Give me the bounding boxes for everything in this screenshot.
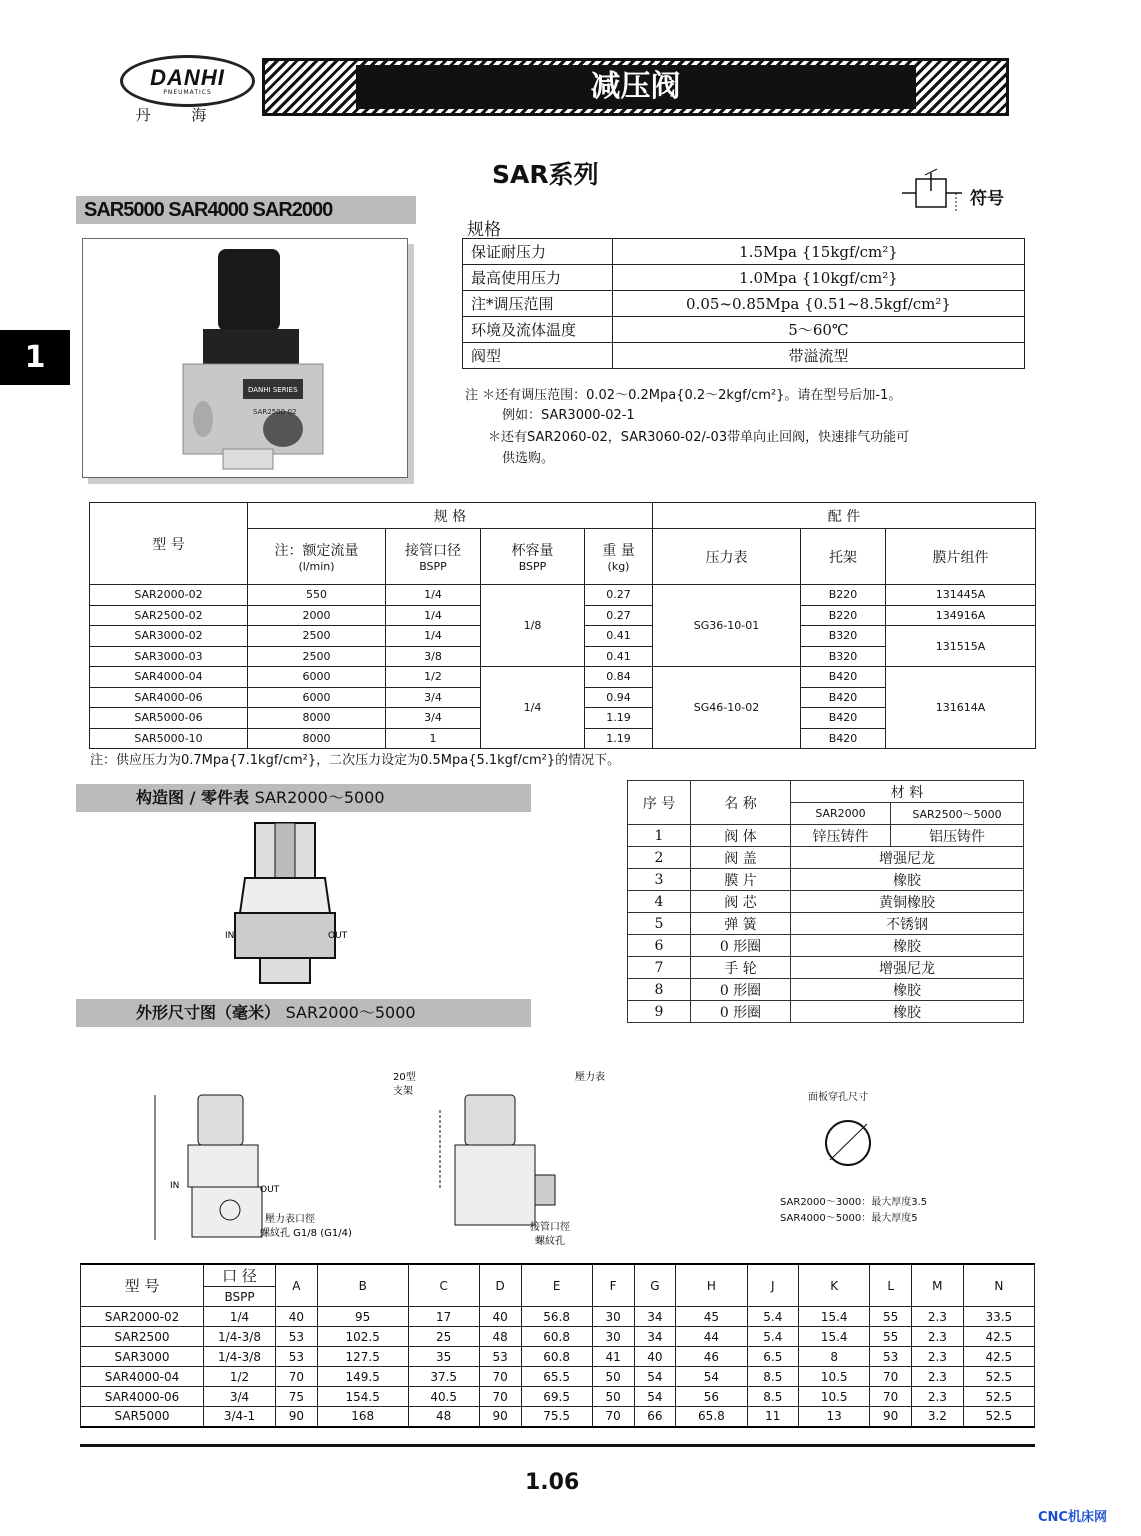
table-cell: 40 [276, 1307, 318, 1327]
structure-diagram-icon [220, 818, 360, 988]
cell-port: 1/4 [386, 585, 481, 606]
table-cell: 90 [276, 1407, 318, 1427]
cell-port: 3/8 [386, 646, 481, 667]
cell-bracket: B220 [801, 585, 886, 606]
table-cell: 2.3 [912, 1347, 964, 1367]
cell-no: 5 [628, 913, 691, 935]
table-cell: 53 [479, 1347, 521, 1367]
out-label: OUT [328, 931, 348, 941]
header-no: 序 号 [628, 781, 691, 825]
cell-model: SAR4000-06 [90, 687, 248, 708]
spec-label: 保证耐压力 [463, 239, 613, 265]
table-row [463, 239, 1025, 265]
cell-model: SAR3000-03 [90, 646, 248, 667]
table-cell: 50 [592, 1387, 634, 1407]
title-banner [262, 58, 1009, 116]
cell-name: 膜 片 [691, 869, 791, 891]
header-col: E [521, 1264, 592, 1307]
cell-name: 弹 簧 [691, 913, 791, 935]
table-cell: 3/4-1 [204, 1407, 276, 1427]
cell-bracket: B420 [801, 687, 886, 708]
side-tab: 1 [0, 330, 70, 385]
header-col: N [963, 1264, 1034, 1307]
header-weight: 重 量 [602, 543, 635, 559]
cell-diaphragm: 131515A [886, 626, 1036, 667]
cell-weight: 1.19 [585, 728, 653, 749]
table-cell: 75 [276, 1387, 318, 1407]
table-cell: 5.4 [747, 1307, 799, 1327]
table-row [628, 979, 1024, 1001]
cell-material: 铝压铸件 [891, 825, 1024, 847]
table-cell: 66 [634, 1407, 676, 1427]
header-col: H [676, 1264, 747, 1307]
table-cell: 50 [592, 1367, 634, 1387]
table-cell: 53 [870, 1347, 912, 1367]
table-cell: 56.8 [521, 1307, 592, 1327]
spec-label: 最高使用压力 [463, 265, 613, 291]
table-row [81, 1264, 1035, 1287]
table-cell: 75.5 [521, 1407, 592, 1427]
cell-flow: 2500 [248, 646, 386, 667]
cell-bracket: B420 [801, 728, 886, 749]
header-parts: 配 件 [653, 503, 1036, 529]
side-view-drawing-icon [390, 1050, 630, 1250]
models-bar: SAR5000 SAR4000 SAR2000 [76, 196, 416, 224]
section-structure [76, 784, 531, 812]
table-cell: 35 [408, 1347, 479, 1367]
note-2: 例如：SAR3000-02-1 [502, 408, 635, 423]
cell-weight: 0.94 [585, 687, 653, 708]
table-row [81, 1387, 1035, 1407]
cell-no: 4 [628, 891, 691, 913]
table-cell: SAR3000 [81, 1347, 204, 1367]
section-dimensions [76, 999, 531, 1027]
thickness-note-2: SAR4000～5000：最大厚度5 [780, 1213, 918, 1224]
table-cell: 69.5 [521, 1387, 592, 1407]
panel-label: 面板穿孔尺寸 [808, 1092, 868, 1103]
table-row [628, 869, 1024, 891]
header-port-unit: BSPP [419, 560, 447, 573]
cell-bracket: B420 [801, 667, 886, 688]
header-col: D [479, 1264, 521, 1307]
table-cell: 168 [317, 1407, 408, 1427]
table-row [81, 1407, 1035, 1427]
spec-value: 0.05~0.85Mpa {0.51~8.5kgf/cm²} [613, 291, 1025, 317]
cell-no: 7 [628, 957, 691, 979]
table-row [81, 1307, 1035, 1327]
cell-flow: 8000 [248, 728, 386, 749]
header-col: G [634, 1264, 676, 1307]
logo-cn: 丹 海 [135, 106, 225, 124]
table-cell: 40 [634, 1347, 676, 1367]
table-row [628, 913, 1024, 935]
table-cell: 52.5 [963, 1367, 1034, 1387]
table-cell: 1/2 [204, 1367, 276, 1387]
cell-model: SAR5000-10 [90, 728, 248, 749]
header-m1: SAR2000 [791, 803, 891, 825]
header-name: 名 称 [691, 781, 791, 825]
header-cup-unit: BSPP [518, 560, 547, 573]
spec-value: 带溢流型 [613, 343, 1025, 369]
cell-flow: 8000 [248, 708, 386, 729]
note-4: 供选购。 [502, 451, 555, 466]
parts-table [627, 780, 1024, 1023]
cell-bracket: B320 [801, 646, 886, 667]
note-3: ＊还有SAR2060-02，SAR3060-02/-03带单向止回阀，快速排气功能可 [488, 430, 910, 445]
table-cell: 154.5 [317, 1387, 408, 1407]
cell-gauge: SG46-10-02 [653, 667, 801, 749]
cell-cup: 1/4 [481, 667, 585, 749]
section-title: 外形尺寸图（毫米） [136, 1003, 281, 1022]
table-cell: 42.5 [963, 1327, 1034, 1347]
cell-weight: 0.27 [585, 585, 653, 606]
note-1: 注 ＊还有调压范围：0.02～0.2Mpa{0.2～2kgf/cm²}。请在型号后加-1。 [465, 388, 902, 403]
table-cell: 41 [592, 1347, 634, 1367]
table-row [628, 825, 1024, 847]
cell-flow: 550 [248, 585, 386, 606]
table-cell: 95 [317, 1307, 408, 1327]
table-row [81, 1327, 1035, 1347]
table-cell: 65.5 [521, 1367, 592, 1387]
table-cell: 70 [870, 1367, 912, 1387]
cell-name: 手 轮 [691, 957, 791, 979]
header-port: 口 径 [204, 1264, 276, 1287]
table-cell: 8.5 [747, 1367, 799, 1387]
gauge-label: 壓力表 [575, 1072, 605, 1083]
table-row [628, 1001, 1024, 1023]
spec-table [462, 238, 1025, 369]
in-label: IN [170, 1181, 180, 1191]
cell-no: 9 [628, 1001, 691, 1023]
table-row [628, 781, 1024, 803]
cell-model: SAR2500-02 [90, 605, 248, 626]
table-cell: SAR4000-04 [81, 1367, 204, 1387]
cell-material: 不锈钢 [791, 913, 1024, 935]
table-cell: 90 [479, 1407, 521, 1427]
header-col: B [317, 1264, 408, 1307]
table-row [463, 317, 1025, 343]
header-material: 材 料 [791, 781, 1024, 803]
cell-port: 1/2 [386, 667, 481, 688]
table-cell: 52.5 [963, 1387, 1034, 1407]
model-table [89, 502, 1036, 749]
header-port-unit: BSPP [204, 1287, 276, 1307]
table-cell: 55 [870, 1327, 912, 1347]
table-cell: 48 [408, 1407, 479, 1427]
table-row [81, 1347, 1035, 1367]
product-photo [82, 238, 408, 478]
cell-bracket: B320 [801, 626, 886, 647]
table-cell: 55 [870, 1307, 912, 1327]
symbol-label: 符号 [970, 189, 1004, 209]
table-cell: 40.5 [408, 1387, 479, 1407]
cell-no: 2 [628, 847, 691, 869]
cell-no: 1 [628, 825, 691, 847]
table-cell: 102.5 [317, 1327, 408, 1347]
cell-material: 橡胶 [791, 979, 1024, 1001]
table-cell: 70 [592, 1407, 634, 1427]
cell-flow: 2500 [248, 626, 386, 647]
header-bracket: 托架 [801, 529, 886, 585]
cell-port: 3/4 [386, 687, 481, 708]
table-cell: 15.4 [799, 1327, 870, 1347]
table-cell: SAR2000-02 [81, 1307, 204, 1327]
table-cell: 54 [634, 1387, 676, 1407]
out-label: OUT [260, 1185, 280, 1195]
table-cell: 40 [479, 1307, 521, 1327]
table-cell: 10.5 [799, 1387, 870, 1407]
table-row [628, 891, 1024, 913]
table-cell: 46 [676, 1347, 747, 1367]
cell-port: 1 [386, 728, 481, 749]
table-cell: 53 [276, 1347, 318, 1367]
table-cell: 60.8 [521, 1347, 592, 1367]
cell-flow: 6000 [248, 667, 386, 688]
cell-no: 8 [628, 979, 691, 1001]
table-cell: 45 [676, 1307, 747, 1327]
thread-label: 螺紋孔 G1/8 (G1/4) [260, 1228, 352, 1239]
gauge-port-label: 壓力表口徑 [265, 1214, 315, 1225]
spec-value: 5～60℃ [613, 317, 1025, 343]
table-row [628, 957, 1024, 979]
cell-diaphragm: 131614A [886, 667, 1036, 749]
table-cell: SAR5000 [81, 1407, 204, 1427]
header-col: M [912, 1264, 964, 1307]
table-cell: SAR4000-06 [81, 1387, 204, 1407]
table-cell: 42.5 [963, 1347, 1034, 1367]
cell-name: 阀 盖 [691, 847, 791, 869]
pipe-thread-label: 螺紋孔 [535, 1236, 565, 1247]
cell-name: 阀 芯 [691, 891, 791, 913]
cell-model: SAR2000-02 [90, 585, 248, 606]
cell-weight: 1.19 [585, 708, 653, 729]
table-cell: 54 [634, 1367, 676, 1387]
in-label: IN [225, 931, 235, 941]
table-cell: 10.5 [799, 1367, 870, 1387]
logo-sub: PNEUMATICS [163, 88, 212, 96]
cell-flow: 2000 [248, 605, 386, 626]
table-cell: 54 [676, 1367, 747, 1387]
table-cell: 30 [592, 1307, 634, 1327]
table-cell: 52.5 [963, 1407, 1034, 1427]
cell-weight: 0.27 [585, 605, 653, 626]
spec-value: 1.5Mpa {15kgf/cm²} [613, 239, 1025, 265]
spec-label: 注*调压范围 [463, 291, 613, 317]
cell-name: 0 形圈 [691, 1001, 791, 1023]
header-col: F [592, 1264, 634, 1307]
cell-material: 橡胶 [791, 935, 1024, 957]
header-col: J [747, 1264, 799, 1307]
bracket-label-2: 支架 [393, 1086, 413, 1097]
table-cell: 8 [799, 1347, 870, 1367]
header-port: 接管口径 [405, 543, 461, 559]
table-cell: 2.3 [912, 1387, 964, 1407]
table-cell: 25 [408, 1327, 479, 1347]
cell-bracket: B220 [801, 605, 886, 626]
cell-weight: 0.41 [585, 646, 653, 667]
cell-diaphragm: 134916A [886, 605, 1036, 626]
spec-label: 环境及流体温度 [463, 317, 613, 343]
header-flow-unit: (l/min) [298, 560, 335, 573]
table-cell: 44 [676, 1327, 747, 1347]
spec-heading: 规格 [467, 220, 501, 240]
logo-text: DANHI [150, 64, 225, 90]
table-cell: 2.3 [912, 1367, 964, 1387]
cell-diaphragm: 131445A [886, 585, 1036, 606]
spec-value: 1.0Mpa {10kgf/cm²} [613, 265, 1025, 291]
dimension-table [80, 1263, 1035, 1428]
table-row [628, 847, 1024, 869]
cell-port: 1/4 [386, 605, 481, 626]
header-col: L [870, 1264, 912, 1307]
cell-name: 0 形圈 [691, 979, 791, 1001]
cell-name: 0 形圈 [691, 935, 791, 957]
section-range: SAR2000～5000 [254, 788, 385, 807]
table-cell: 1/4-3/8 [204, 1327, 276, 1347]
table-row [463, 265, 1025, 291]
table-cell: 37.5 [408, 1367, 479, 1387]
table-cell: 13 [799, 1407, 870, 1427]
panel-hole-icon [815, 1110, 885, 1180]
section-range: SAR2000～5000 [285, 1003, 416, 1022]
photo-brand: DANHI SERIES [248, 386, 298, 394]
cell-port: 1/4 [386, 626, 481, 647]
table-cell: 127.5 [317, 1347, 408, 1367]
cell-no: 6 [628, 935, 691, 957]
cell-cup: 1/8 [481, 585, 585, 667]
front-view-drawing-icon [140, 1040, 352, 1250]
header-col: K [799, 1264, 870, 1307]
table-cell: 90 [870, 1407, 912, 1427]
cell-material: 增强尼龙 [791, 957, 1024, 979]
table-row [90, 585, 1036, 606]
watermark: CNC机床网 [1038, 1510, 1107, 1525]
header-model: 型 号 [90, 503, 248, 585]
header-cup: 杯容量 [511, 543, 554, 559]
regulator-image-icon [83, 239, 409, 479]
table-row [628, 935, 1024, 957]
cell-material: 橡胶 [791, 869, 1024, 891]
table-cell: 65.8 [676, 1407, 747, 1427]
cell-material: 橡胶 [791, 1001, 1024, 1023]
cell-flow: 6000 [248, 687, 386, 708]
cell-no: 3 [628, 869, 691, 891]
danhi-logo [120, 55, 255, 107]
table-cell: 34 [634, 1327, 676, 1347]
page-number: 1.06 [525, 1470, 580, 1495]
bracket-label: 20型 [393, 1072, 416, 1083]
header-weight-unit: (kg) [607, 560, 630, 573]
table-cell: 60.8 [521, 1327, 592, 1347]
cell-name: 阀 体 [691, 825, 791, 847]
regulator-symbol-icon [900, 165, 970, 215]
cell-bracket: B420 [801, 708, 886, 729]
cell-model: SAR5000-06 [90, 708, 248, 729]
table-cell: 53 [276, 1327, 318, 1347]
cell-material: 黄铜橡胶 [791, 891, 1024, 913]
cell-weight: 0.41 [585, 626, 653, 647]
table-cell: 5.4 [747, 1327, 799, 1347]
table-cell: 8.5 [747, 1387, 799, 1407]
header-col: C [408, 1264, 479, 1307]
table-row [90, 503, 1036, 529]
header-spec: 规 格 [248, 503, 653, 529]
table-row [463, 343, 1025, 369]
header-flow: 注：额定流量 [274, 543, 359, 559]
table-cell: 149.5 [317, 1367, 408, 1387]
photo-model: SAR2500-02 [253, 408, 297, 416]
thickness-note-1: SAR2000～3000：最大厚度3.5 [780, 1197, 928, 1208]
series-title: SAR系列 [492, 160, 599, 189]
table-cell: 70 [479, 1367, 521, 1387]
pipe-port-label: 接管口徑 [530, 1222, 570, 1233]
table-cell: 6.5 [747, 1347, 799, 1367]
table-cell: 11 [747, 1407, 799, 1427]
cell-gauge: SG36-10-01 [653, 585, 801, 667]
cell-material: 锌压铸件 [791, 825, 891, 847]
table-cell: 56 [676, 1387, 747, 1407]
table-cell: 2.3 [912, 1307, 964, 1327]
page-title: 减压阀 [356, 65, 916, 109]
table-cell: 70 [479, 1387, 521, 1407]
table-cell: 70 [276, 1367, 318, 1387]
table-cell: 34 [634, 1307, 676, 1327]
table-row [90, 667, 1036, 688]
table-cell: 33.5 [963, 1307, 1034, 1327]
cell-material: 增强尼龙 [791, 847, 1024, 869]
table-cell: 30 [592, 1327, 634, 1347]
table-cell: 3.2 [912, 1407, 964, 1427]
header-m2: SAR2500～5000 [891, 803, 1024, 825]
header-col: A [276, 1264, 318, 1307]
table-cell: 48 [479, 1327, 521, 1347]
header-diaphragm: 膜片组件 [886, 529, 1036, 585]
table-cell: 70 [870, 1387, 912, 1407]
spec-label: 阀型 [463, 343, 613, 369]
table-cell: 1/4-3/8 [204, 1347, 276, 1367]
table-cell: SAR2500 [81, 1327, 204, 1347]
table-cell: 15.4 [799, 1307, 870, 1327]
cell-model: SAR4000-04 [90, 667, 248, 688]
footer-divider [80, 1444, 1035, 1447]
header-model: 型 号 [81, 1264, 204, 1307]
section-title: 构造图 / 零件表 [136, 788, 249, 807]
table-note: 注：供应压力为0.7Mpa{7.1kgf/cm²}，二次压力设定为0.5Mpa{5.1kgf/cm²}的情况下。 [90, 753, 621, 768]
table-cell: 2.3 [912, 1327, 964, 1347]
table-cell: 3/4 [204, 1387, 276, 1407]
table-cell: 1/4 [204, 1307, 276, 1327]
table-row [463, 291, 1025, 317]
cell-port: 3/4 [386, 708, 481, 729]
cell-weight: 0.84 [585, 667, 653, 688]
header-gauge: 压力表 [653, 529, 801, 585]
table-row [81, 1367, 1035, 1387]
table-cell: 17 [408, 1307, 479, 1327]
cell-model: SAR3000-02 [90, 626, 248, 647]
